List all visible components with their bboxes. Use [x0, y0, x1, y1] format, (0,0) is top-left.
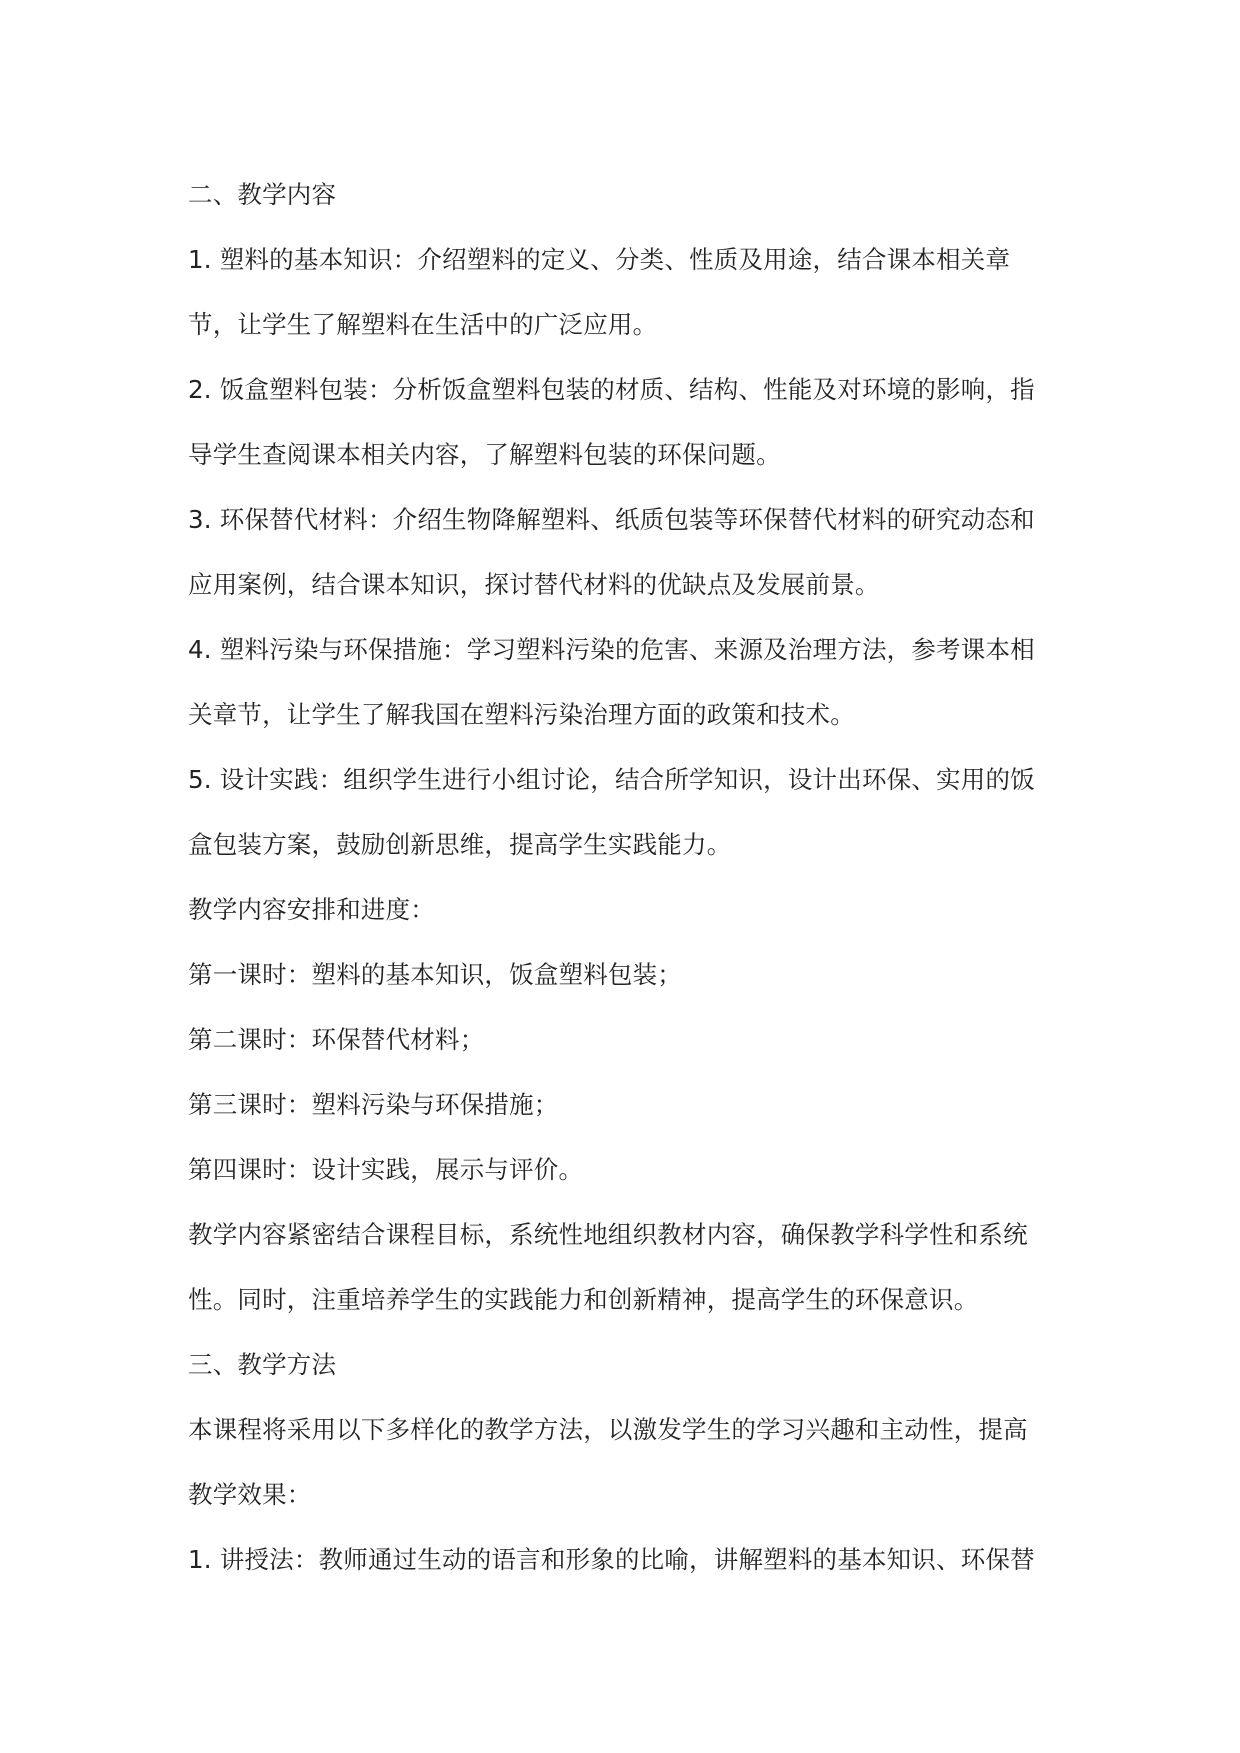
text-line: 教学效果： — [188, 1480, 312, 1509]
section-heading-teaching-content: 二、教学内容 — [188, 180, 337, 209]
text-line: 节，让学生了解塑料在生活中的广泛应用。 — [188, 310, 658, 339]
text-line: 性。同时，注重培养学生的实践能力和创新精神，提高学生的环保意识。 — [188, 1285, 979, 1314]
text-line: 关章节，让学生了解我国在塑料污染治理方面的政策和技术。 — [188, 700, 855, 729]
schedule-item: 第一课时：塑料的基本知识，饭盒塑料包装； — [188, 960, 682, 989]
text-line: 5. 设计实践：组织学生进行小组讨论，结合所学知识，设计出环保、实用的饭 — [188, 765, 1035, 794]
schedule-item: 第四课时：设计实践，展示与评价。 — [188, 1155, 584, 1184]
text-line: 导学生查阅课本相关内容，了解塑料包装的环保问题。 — [188, 440, 781, 469]
text-line: 教学内容紧密结合课程目标，系统性地组织教材内容，确保教学科学性和系统 — [188, 1220, 1028, 1249]
text-line: 3. 环保替代材料：介绍生物降解塑料、纸质包装等环保替代材料的研究动态和 — [188, 505, 1035, 534]
schedule-item: 第三课时：塑料污染与环保措施； — [188, 1090, 559, 1119]
text-line: 4. 塑料污染与环保措施：学习塑料污染的危害、来源及治理方法，参考课本相 — [188, 635, 1035, 664]
document-body — [188, 162, 1068, 1592]
schedule-heading: 教学内容安排和进度： — [188, 895, 435, 924]
schedule-item: 第二课时：环保替代材料； — [188, 1025, 485, 1054]
text-line: 本课程将采用以下多样化的教学方法，以激发学生的学习兴趣和主动性，提高 — [188, 1415, 1028, 1444]
text-line: 1. 讲授法：教师通过生动的语言和形象的比喻，讲解塑料的基本知识、环保替 — [188, 1545, 1035, 1574]
text-line: 盒包装方案，鼓励创新思维，提高学生实践能力。 — [188, 830, 732, 859]
text-line: 2. 饭盒塑料包装：分析饭盒塑料包装的材质、结构、性能及对环境的影响，指 — [188, 375, 1035, 404]
text-line: 1. 塑料的基本知识：介绍塑料的定义、分类、性质及用途，结合课本相关章 — [188, 245, 1011, 274]
text-line: 应用案例，结合课本知识，探讨替代材料的优缺点及发展前景。 — [188, 570, 880, 599]
section-heading-teaching-methods: 三、教学方法 — [188, 1350, 337, 1379]
